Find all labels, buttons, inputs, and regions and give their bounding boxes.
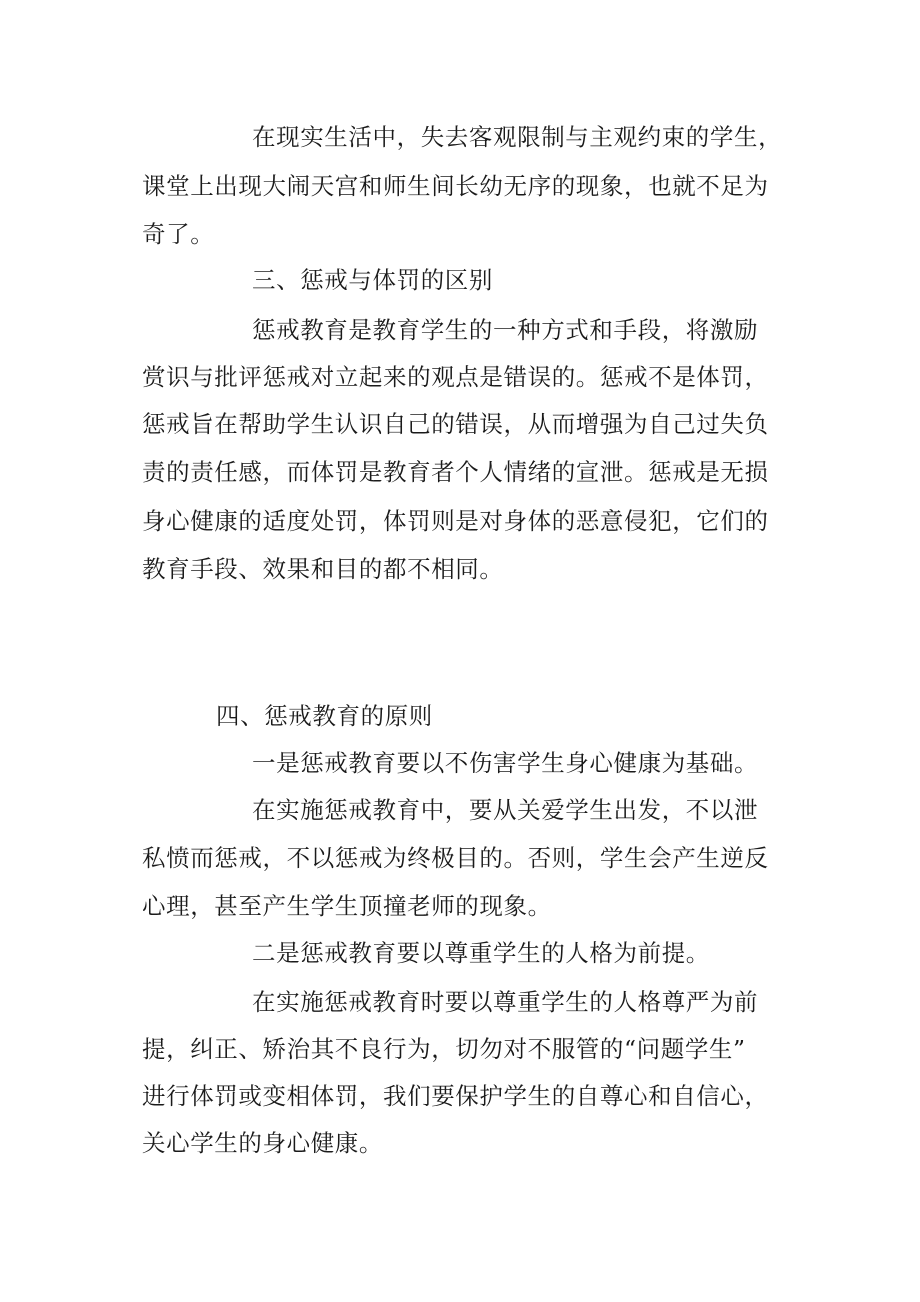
paragraph-line: 在实施惩戒教育时要以尊重学生的人格尊严为前	[252, 988, 759, 1016]
paragraph-line: 惩戒教育是教育学生的一种方式和手段，将激励	[252, 316, 759, 344]
paragraph-line: 进行体罚或变相体罚，我们要保护学生的自尊心和自信心，	[142, 1082, 769, 1110]
paragraph-line: 在实施惩戒教育中，要从关爱学生出发，不以泄	[252, 796, 759, 824]
paragraph-line: 心理，甚至产生学生顶撞老师的现象。	[142, 892, 552, 920]
paragraph-line: 私愤而惩戒，不以惩戒为终极目的。否则，学生会产生逆反	[142, 844, 769, 872]
paragraph-line: 关心学生的身心健康。	[142, 1129, 383, 1157]
paragraph-line: 课堂上出现大闹天宫和师生间长幼无序的现象，也就不足为	[142, 172, 769, 200]
paragraph-line: 二是惩戒教育要以尊重学生的人格为前提。	[252, 939, 710, 967]
paragraph-line: 提，纠正、矫治其不良行为，切勿对不服管的“问题学生”	[142, 1035, 746, 1063]
section-heading: 三、惩戒与体罚的区别	[252, 266, 493, 294]
paragraph-line: 惩戒旨在帮助学生认识自己的错误，从而增强为自己过失负	[142, 410, 769, 438]
paragraph-line: 一是惩戒教育要以不伤害学生身心健康为基础。	[252, 749, 759, 777]
paragraph-line: 教育手段、效果和目的都不相同。	[142, 555, 504, 583]
paragraph-line: 在现实生活中，失去客观限制与主观约束的学生，	[252, 123, 783, 151]
section-heading: 四、惩戒教育的原则	[216, 702, 433, 730]
paragraph-line: 责的责任感，而体罚是教育者个人情绪的宣泄。惩戒是无损	[142, 458, 769, 486]
paragraph-line: 奇了。	[142, 220, 215, 248]
paragraph-line: 赏识与批评惩戒对立起来的观点是错误的。惩戒不是体罚，	[142, 363, 769, 391]
paragraph-line: 身心健康的适度处罚，体罚则是对身体的恶意侵犯，它们的	[142, 507, 769, 535]
